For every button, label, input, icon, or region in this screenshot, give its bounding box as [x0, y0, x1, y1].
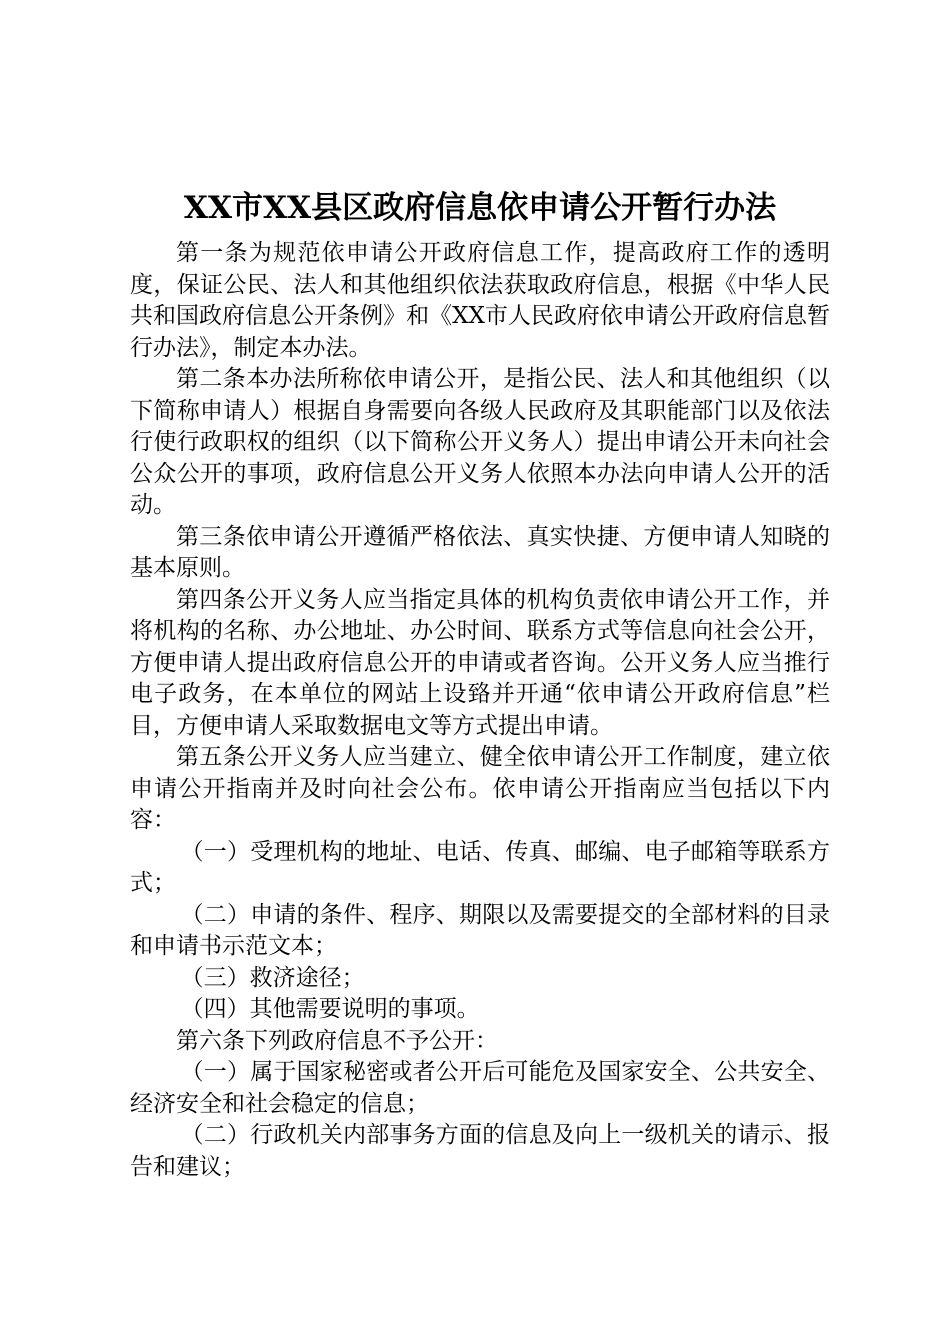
article-6-paragraph: 第六条下列政府信息不予公开：: [176, 1027, 498, 1054]
article-5-item-1: （一）受理机构的地址、电话、传真、邮编、电子邮箱等联系方式；: [130, 838, 830, 896]
article-6-item-2: （二）行政机关内部事务方面的信息及向上一级机关的请示、报告和建议；: [130, 1122, 830, 1180]
article-5-item-4: （四）其他需要说明的事项。: [180, 996, 480, 1022]
article-5-paragraph: 第五条公开义务人应当建立、健全依申请公开工作制度，建立依申请公开指南并及时向社会公布。依申请公开指南应当包括以下内容：: [130, 744, 830, 833]
document-title: XX市XX县区政府信息依申请公开暂行办法: [183, 190, 777, 226]
document-page: [130, 186, 830, 1183]
article-5-item-3: （三）救济途径；: [180, 964, 365, 991]
document-body: [130, 238, 830, 1183]
article-3-paragraph: 第三条依申请公开遵循严格依法、真实快捷、方便申请人知晓的基本原则。: [130, 523, 830, 581]
article-4-paragraph: 第四条公开义务人应当指定具体的机构负责依申请公开工作，并将机构的名称、办公地址、办公时间、联系方式等信息向社会公开，方便申请人提出政府信息公开的申请或者咨询。公开义务人应当推行电子政务，在本单位的网站上设臵并开通“依申请公开政府信息”栏目，方便申请人采取数据电文等方式提出申请。: [130, 586, 830, 739]
article-6-item-1: （一）属于国家秘密或者公开后可能危及国家安全、公共安全、经济安全和社会稳定的信息；: [130, 1059, 830, 1117]
article-5-item-2: （二）申请的条件、程序、期限以及需要提交的全部材料的目录和申请书示范文本；: [130, 901, 830, 959]
article-2-paragraph: 第二条本办法所称依申请公开，是指公民、法人和其他组织（以下简称申请人）根据自身需要向各级人民政府及其职能部门以及依法行使行政职权的组织（以下简称公开义务人）提出申请公开未向社会公众公开的事项，政府信息公开义务人依照本办法向申请人公开的活动。: [130, 366, 830, 518]
article-1-paragraph: 第一条为规范依申请公开政府信息工作，提高政府工作的透明度，保证公民、法人和其他组织依法获取政府信息，根据《中华人民共和国政府信息公开条例》和《XX市人民政府依申请公开政府信息暂行办法》，制定本办法。: [130, 240, 830, 361]
